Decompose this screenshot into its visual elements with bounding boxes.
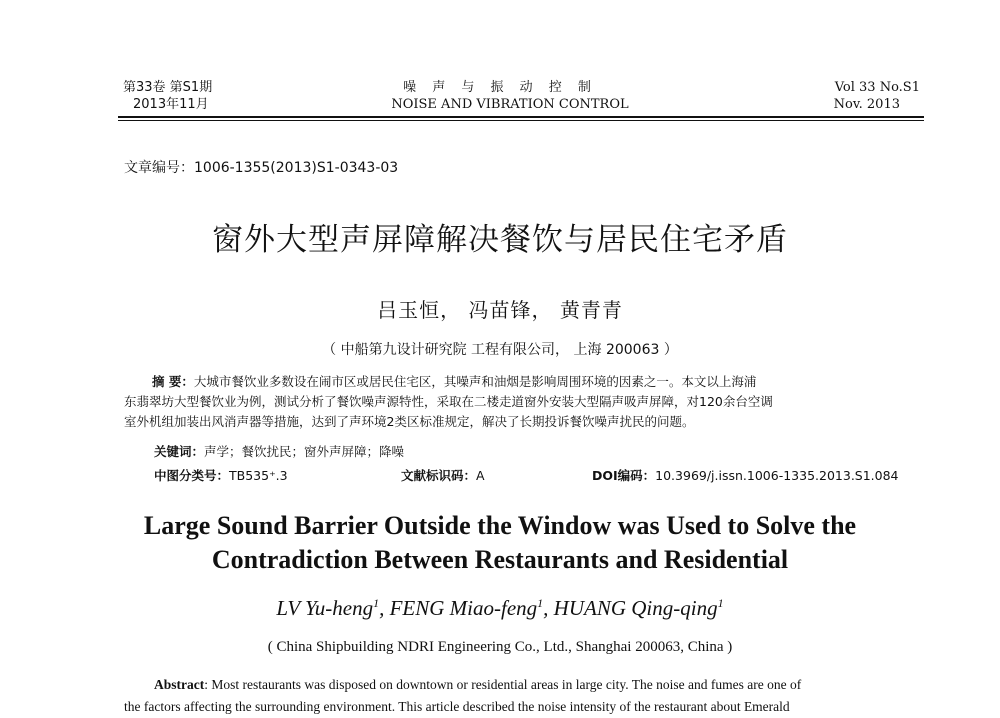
classification-number — [154, 466, 288, 484]
title-en-line-1: Large Sound Barrier Outside the Window was Used to Solve the — [143, 511, 857, 540]
abstract-en-label: Abstract — [154, 677, 205, 692]
header-journal-cn: 噪 声 与 振 动 控 制 — [403, 80, 597, 95]
classification-label: 中图分类号： — [154, 468, 230, 483]
header-date: 2013年11月 — [133, 97, 209, 112]
header-date-en: Nov. 2013 — [833, 97, 900, 112]
abstract-cn-label: 摘 要： — [152, 374, 194, 389]
article-number: 文章编号：1006-1355(2013)S1-0343-03 — [124, 160, 399, 176]
abstract-cn-line-1 — [124, 372, 914, 392]
document-code-value: A — [476, 468, 485, 483]
document-code-label: 文献标识码： — [401, 468, 477, 483]
author-sep-2: , — [543, 596, 554, 620]
abstract-en-line-2: the factors affecting the surrounding environment. This article described the noise intensity of the restaurant about Emerald — [124, 699, 790, 714]
keywords-label: 关键词： — [154, 444, 205, 459]
author-en-1: LV Yu-heng — [276, 596, 374, 620]
keywords-value: 声学；餐饮扰民；窗外声屏障；降噪 — [204, 444, 405, 459]
document-code — [401, 466, 485, 484]
abstract-cn-line-3: 室外机组加装出风消声器等措施，达到了声环境2类区标准规定，解决了长期投诉餐饮噪声扰民的问题。 — [124, 414, 695, 429]
affiliation-en: ( China Shipbuilding NDRI Engineering Co., Ltd., Shanghai 200063, China ) — [267, 639, 733, 655]
abstract-cn-text-1: 大城市餐饮业多数设在闹市区或居民住宅区，其噪声和油烟是影响周围环境的因素之一。本文以上海浦 — [193, 374, 757, 389]
keywords-cn — [154, 442, 404, 460]
author-en-2-affil: 1 — [537, 596, 544, 610]
title-cn: 窗外大型声屏障解决餐饮与居民住宅矛盾 — [212, 222, 788, 258]
author-en-2: FENG Miao-feng — [389, 596, 538, 620]
title-en — [0, 509, 1000, 577]
title-en-line-2: Contradiction Between Restaurants and Residential — [211, 545, 789, 574]
header-journal-en: NOISE AND VIBRATION CONTROL — [391, 97, 629, 112]
author-en-3: HUANG Qing-qing — [553, 596, 718, 620]
header-rule-thin — [118, 120, 924, 121]
doi-value: 10.3969/j.issn.1006-1335.2013.S1.084 — [655, 468, 899, 483]
author-en-3-affil: 1 — [717, 596, 724, 610]
header-volume-issue: 第33卷 第S1期 — [123, 80, 213, 95]
authors-en — [0, 596, 1000, 621]
header-vol-en: Vol 33 No.S1 — [834, 80, 920, 95]
abstract-en-line-1 — [124, 674, 914, 696]
author-sep-1: , — [379, 596, 390, 620]
abstract-en — [124, 674, 914, 718]
doi-label: DOI编码： — [592, 468, 656, 483]
doi — [592, 466, 899, 484]
authors-cn: 吕玉恒， 冯苗锋， 黄青青 — [377, 298, 623, 322]
abstract-en-text-1: : Most restaurants was disposed on downtown or residential areas in large city. The noise and fumes are one of — [204, 677, 802, 692]
header-rule-thick — [118, 116, 924, 118]
author-en-1-affil: 1 — [373, 596, 380, 610]
classification-value: TB535⁺.3 — [229, 468, 288, 483]
abstract-cn-line-2: 东翡翠坊大型餐饮业为例，测试分析了餐饮噪声源特性，采取在二楼走道窗外安装大型隔声吸声屏障，对120余台空调 — [124, 394, 773, 409]
abstract-cn — [124, 372, 914, 432]
affiliation-cn: （ 中船第九设计研究院 工程有限公司， 上海 200063 ） — [322, 342, 678, 358]
